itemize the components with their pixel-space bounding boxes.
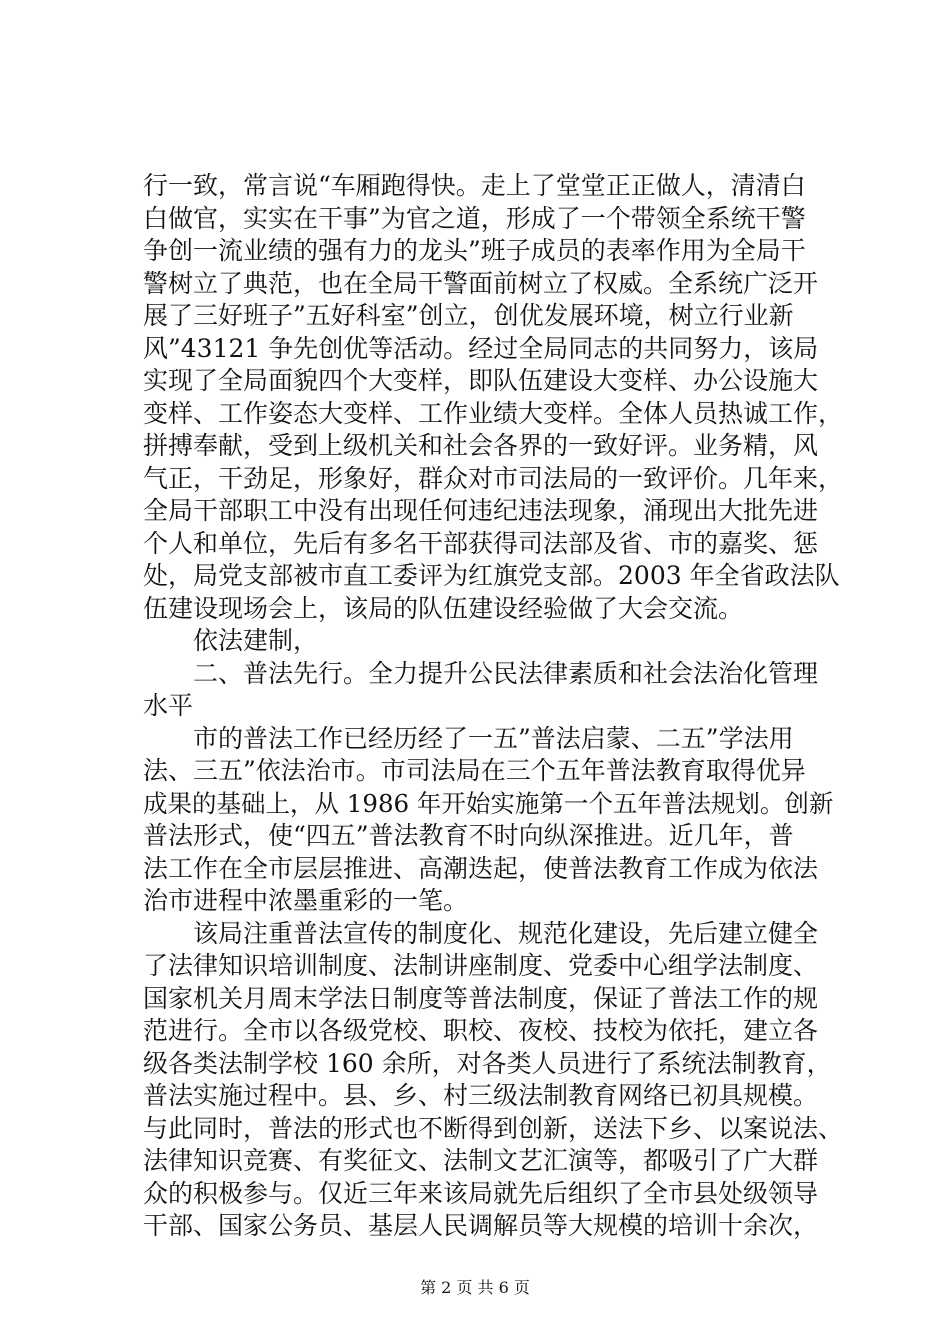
text-line: 展了三好班子”五好科室”创立，创优发展环境，树立行业新 xyxy=(143,301,794,330)
text-line: 全局干部职工中没有出现任何违纪违法现象，涌现出大批先进 xyxy=(143,496,819,525)
text-line: 风”43121 争先创优等活动。经过全局同志的共同努力，该局 xyxy=(143,333,819,363)
text-line: 行一致，常言说“车厢跑得快。走上了堂堂正正做人，清清白 xyxy=(143,171,806,200)
text-line: 该局注重普法宣传的制度化、规范化建设，先后建立健全 xyxy=(193,918,819,948)
text-line: 个人和单位，先后有多名干部获得司法部及省、市的嘉奖、惩 xyxy=(143,528,819,558)
document-body xyxy=(143,170,843,1243)
text-line: 干部、国家公务员、基层人民调解员等大规模的培训十余次， xyxy=(143,1211,819,1240)
text-line: 级各类法制学校 160 余所，对各类人员进行了系统法制教育， xyxy=(143,1048,832,1078)
text-line: 实现了全局面貌四个大变样，即队伍建设大变样、办公设施大 xyxy=(143,366,819,395)
text-line: 水平 xyxy=(143,691,194,720)
text-line: 变样、工作姿态大变样、工作业绩大变样。全体人员热诚工作， xyxy=(143,398,844,428)
text-line: 警树立了典范，也在全局干警面前树立了权威。全系统广泛开 xyxy=(143,268,819,298)
text-line: 范进行。全市以各级党校、职校、夜校、技校为依托，建立各 xyxy=(143,1016,819,1045)
text-line: 众的积极参与。仅近三年来该局就先后组织了全市县处级领导 xyxy=(143,1178,819,1208)
text-line: 了法律知识培训制度、法制讲座制度、党委中心组学法制度、 xyxy=(143,951,819,980)
text-line: 普法形式，使“四五”普法教育不时向纵深推进。近几年，普 xyxy=(143,821,794,850)
text-line: 白做官，实实在干事”为官之道，形成了一个带领全系统干警 xyxy=(143,203,806,233)
text-line: 法工作在全市层层推进、高潮迭起，使普法教育工作成为依法 xyxy=(143,853,819,883)
text-line: 拼搏奉献，受到上级机关和社会各界的一致好评。业务精，风 xyxy=(143,431,819,460)
text-line: 法、三五”依法治市。市司法局在三个五年普法教育取得优异 xyxy=(143,756,806,785)
text-line: 二、普法先行。全力提升公民法律素质和社会法治化管理 xyxy=(193,658,819,688)
text-line: 伍建设现场会上，该局的队伍建设经验做了大会交流。 xyxy=(143,593,744,623)
text-line: 法律知识竞赛、有奖征文、法制文艺汇演等，都吸引了广大群 xyxy=(143,1146,819,1175)
page-number-footer: 第 2 页 共 6 页 xyxy=(420,1278,530,1297)
text-line: 依法建制， xyxy=(193,626,319,655)
text-line: 处，局党支部被市直工委评为红旗党支部。2003 年全省政法队 xyxy=(143,561,840,590)
text-line: 国家机关月周末学法日制度等普法制度，保证了普法工作的规 xyxy=(143,983,819,1013)
text-line: 气正，干劲足，形象好，群众对市司法局的一致评价。几年来， xyxy=(143,463,844,493)
text-line: 争创一流业绩的强有力的龙头”班子成员的表率作用为全局干 xyxy=(143,236,806,265)
text-line: 与此同时，普法的形式也不断得到创新，送法下乡、以案说法、 xyxy=(143,1113,844,1143)
text-line: 治市进程中浓墨重彩的一笔。 xyxy=(143,886,469,915)
text-line: 普法实施过程中。县、乡、村三级法制教育网络已初具规模。 xyxy=(143,1081,819,1110)
text-line: 成果的基础上，从 1986 年开始实施第一个五年普法规划。创新 xyxy=(143,788,834,818)
text-line: 市的普法工作已经历经了一五”普法启蒙、二五”学法用 xyxy=(193,723,794,753)
